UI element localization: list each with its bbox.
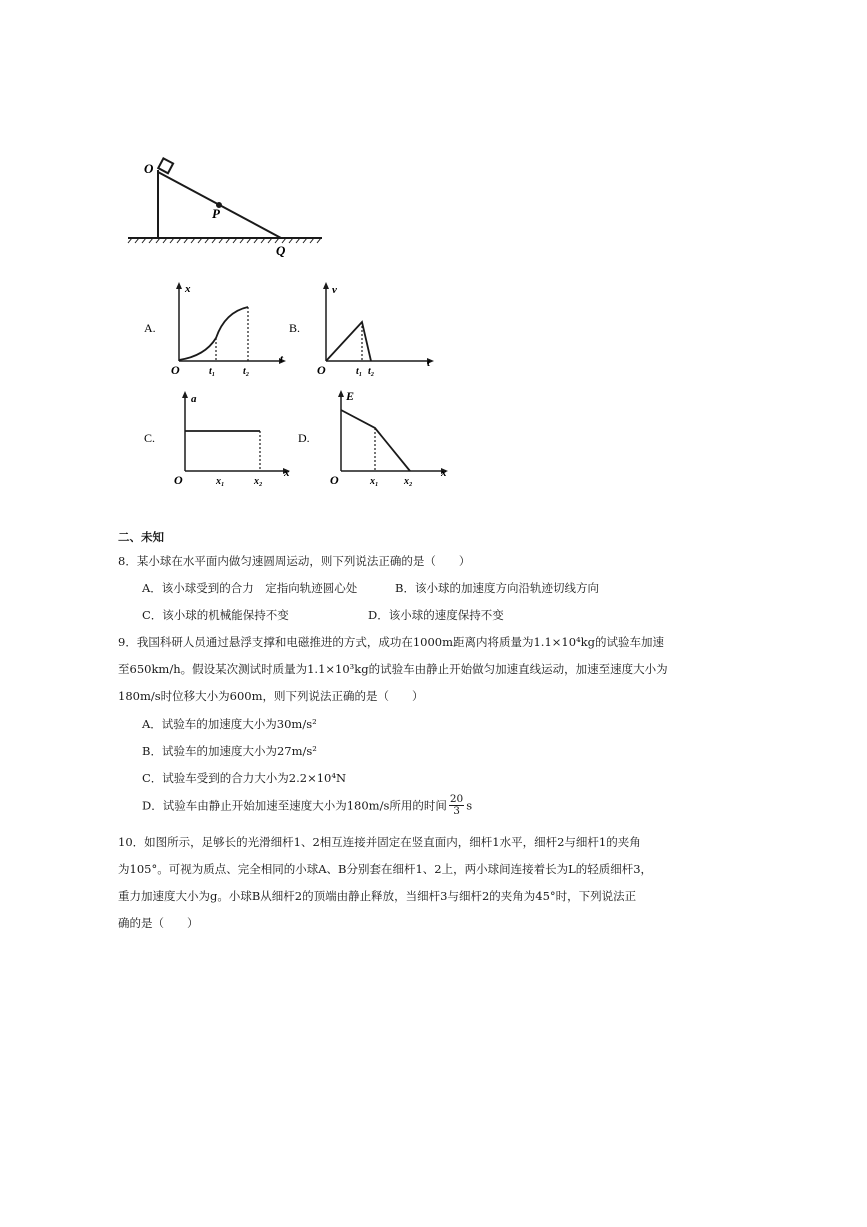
svg-text:v: v xyxy=(332,284,337,296)
q9-option-b: B．试验车的加速度大小为27m/s² xyxy=(142,744,317,758)
svg-text:E: E xyxy=(346,389,355,403)
svg-text:O: O xyxy=(330,473,339,487)
block xyxy=(158,158,173,173)
time-unit: s xyxy=(466,798,473,813)
option-b-label: B. xyxy=(289,321,301,335)
q9-option-d-text: D．试验车由静止开始加速至速度大小为180m/s所用的时间 xyxy=(142,798,447,813)
q10-line-3: 重力加速度大小为g。小球B从细杆2的顶端由静止释放，当细杆3与细杆2的夹角为45°时，下列说法正 xyxy=(118,889,637,903)
question-figures xyxy=(0,0,867,520)
label-p: P xyxy=(212,206,220,221)
svg-text:O: O xyxy=(171,363,180,377)
q8-option-c: C．该小球的机械能保持不变 xyxy=(142,608,289,622)
svg-text:t: t xyxy=(280,353,284,365)
q9-line-2: 至650km/h。假设某次测试时质量为1.1×10³kg的试验车由静止开始做匀加速直线运动，加速至速度大小为 xyxy=(118,662,668,676)
svg-text:x: x xyxy=(441,467,447,479)
svg-text:x: x xyxy=(284,467,290,479)
q9-option-d xyxy=(142,794,472,817)
svg-text:t: t xyxy=(427,357,431,369)
graph-b xyxy=(289,284,431,377)
label-o: O xyxy=(144,161,154,176)
svg-text:t₂: t₂ xyxy=(243,366,250,377)
svg-text:x: x xyxy=(185,283,191,295)
svg-text:t₂: t₂ xyxy=(368,366,375,377)
q8-stem: 8．某小球在水平面内做匀速圆周运动，则下列说法正确的是（ ） xyxy=(118,554,471,568)
curve-a xyxy=(179,307,248,360)
section-title: 二、未知 xyxy=(118,530,164,544)
q8-option-a: A．该小球受到的合力 定指向轨迹圆心处 xyxy=(142,581,358,595)
svg-text:O: O xyxy=(317,363,326,377)
graph-c xyxy=(144,393,290,487)
svg-text:a: a xyxy=(191,393,197,405)
svg-text:x₂: x₂ xyxy=(254,476,263,487)
q10-line-4: 确的是（ ） xyxy=(118,916,199,930)
svg-text:O: O xyxy=(174,473,183,487)
q9-line-1: 9．我国科研人员通过悬浮支撑和电磁推进的方式，成功在1000m距离内将质量为1.1×10⁴kg的试验车加速 xyxy=(118,635,664,649)
graph-d xyxy=(298,389,447,487)
graph-a xyxy=(144,283,284,377)
q9-option-a: A．试验车的加速度大小为30m/s² xyxy=(142,717,317,731)
option-c-label: C. xyxy=(144,431,156,445)
q9-line-3: 180m/s时位移大小为600m，则下列说法正确的是（ ） xyxy=(118,689,424,703)
q9-option-c: C．试验车受到的合力大小为2.2×10⁴N xyxy=(142,771,347,785)
time-fraction xyxy=(449,794,464,817)
q8-option-d: D．该小球的速度保持不变 xyxy=(368,608,504,622)
svg-text:x₁: x₁ xyxy=(216,476,225,487)
option-a-label: A. xyxy=(144,321,156,335)
fraction-numerator: 20 xyxy=(449,793,464,805)
fraction-denominator: 3 xyxy=(453,805,460,817)
svg-text:t₁: t₁ xyxy=(209,366,216,377)
incline-diagram xyxy=(128,158,322,243)
svg-text:x₂: x₂ xyxy=(404,476,413,487)
svg-text:x₁: x₁ xyxy=(370,476,379,487)
q10-line-1: 10．如图所示，足够长的光滑细杆1、2相互连接并固定在竖直面内，细杆1水平，细杆2与细杆1的夹角 xyxy=(118,835,641,849)
label-q: Q xyxy=(276,243,286,258)
svg-text:t₁: t₁ xyxy=(356,366,363,377)
velocity-line xyxy=(326,322,371,361)
q10-line-2: 为105°。可视为质点、完全相同的小球A、B分别套在细杆1、2上，两小球间连接着长为L的轻质细杆3， xyxy=(118,862,653,876)
q8-option-b: B．该小球的加速度方向沿轨迹切线方向 xyxy=(395,581,599,595)
option-d-label: D. xyxy=(298,431,310,445)
